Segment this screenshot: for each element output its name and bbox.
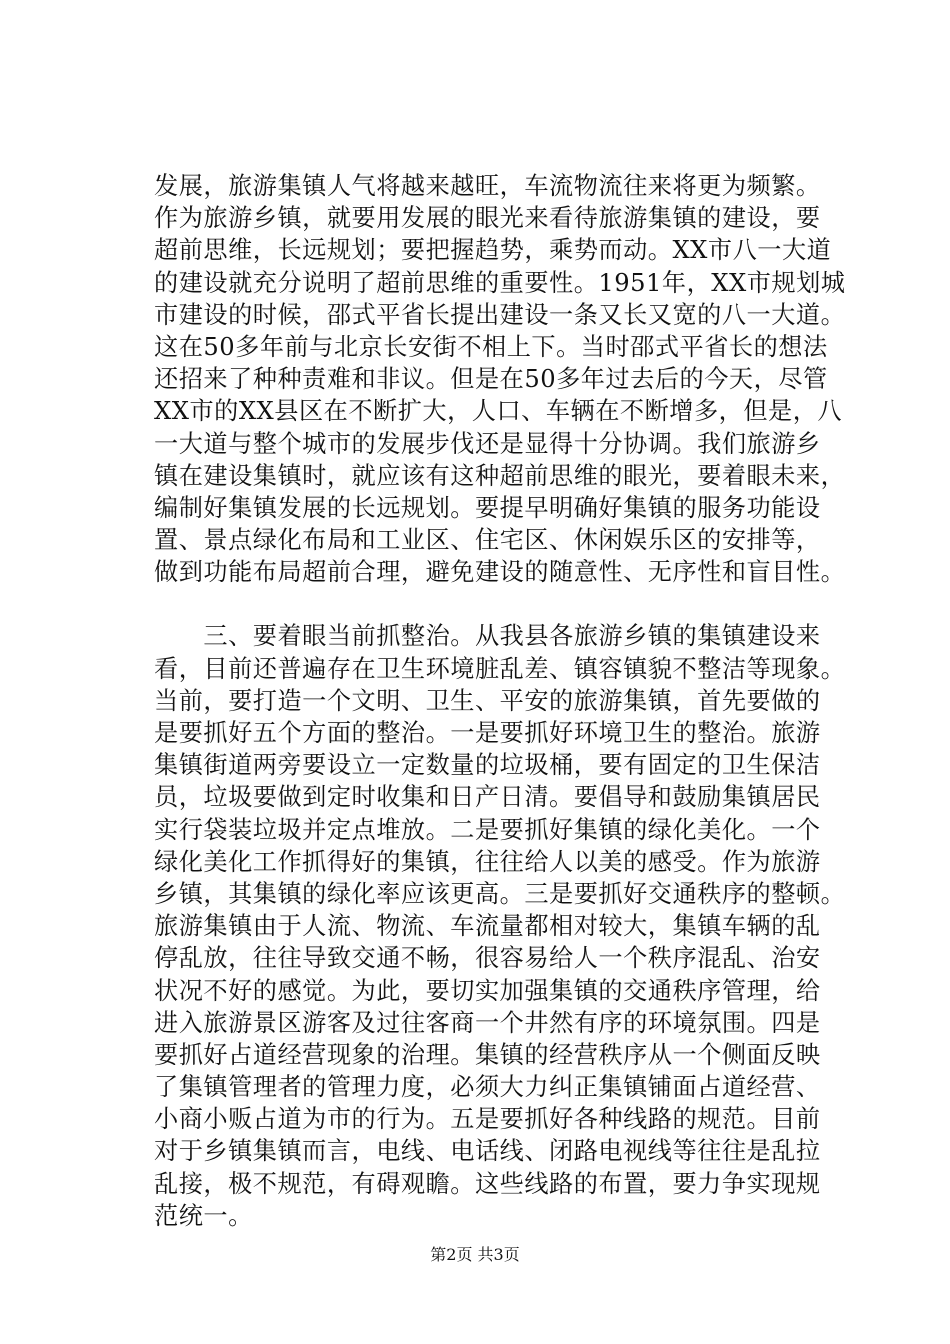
text-line: 镇在建设集镇时，就应该有这种超前思维的眼光，要着眼未来， xyxy=(154,461,846,490)
text-line: 这在50多年前与北京长安街不相上下。当时邵式平省长的想法 xyxy=(154,332,828,361)
text-line: 超前思维，长远规划；要把握趋势，乘势而动。XX市八一大道 xyxy=(154,236,832,265)
text-line: 状况不好的感觉。为此，要切实加强集镇的交通秩序管理，给 xyxy=(154,976,821,1005)
text-line: 范统一。 xyxy=(154,1201,253,1230)
text-line: 进入旅游景区游客及过往客商一个井然有序的环境氛围。四是 xyxy=(154,1008,821,1037)
text-line: 乡镇，其集镇的绿化率应该更高。三是要抓好交通秩序的整顿。 xyxy=(154,879,846,908)
text-line: 做到功能布局超前合理，避免建设的随意性、无序性和盲目性。 xyxy=(154,558,846,587)
text-line: 看，目前还普遍存在卫生环境脏乱差、镇容镇貌不整洁等现象。 xyxy=(154,654,846,683)
text-line: 当前，要打造一个文明、卫生、平安的旅游集镇，首先要做的 xyxy=(154,686,821,715)
text-line: 旅游集镇由于人流、物流、车流量都相对较大，集镇车辆的乱 xyxy=(154,912,821,941)
text-line: 实行袋装垃圾并定点堆放。二是要抓好集镇的绿化美化。一个 xyxy=(154,815,821,844)
text-line: 对于乡镇集镇而言，电线、电话线、闭路电视线等往往是乱拉 xyxy=(154,1137,821,1166)
text-line: 发展，旅游集镇人气将越来越旺，车流物流往来将更为频繁。 xyxy=(154,172,821,200)
paragraph-gap xyxy=(154,588,854,620)
text-line: 集镇街道两旁要设立一定数量的垃圾桶，要有固定的卫生保洁 xyxy=(154,751,821,780)
text-line: 还招来了种种责难和非议。但是在50多年过去后的今天，尽管 xyxy=(154,365,828,394)
text-line: 小商小贩占道为市的行为。五是要抓好各种线路的规范。目前 xyxy=(154,1105,821,1134)
text-line: 是要抓好五个方面的整治。一是要抓好环境卫生的整治。旅游 xyxy=(154,719,821,747)
text-line: 三、要着眼当前抓整治。从我县各旅游乡镇的集镇建设来 xyxy=(154,622,821,651)
text-line: 作为旅游乡镇，就要用发展的眼光来看待旅游集镇的建设，要 xyxy=(154,204,821,233)
text-line: 市建设的时候，邵式平省长提出建设一条又长又宽的八一大道。 xyxy=(154,300,846,329)
text-line: 了集镇管理者的管理力度，必须大力纠正集镇铺面占道经营、 xyxy=(154,1073,821,1102)
text-line: 置、景点绿化布局和工业区、住宅区、休闲娱乐区的安排等， xyxy=(154,526,821,555)
text-line: XX市的XX县区在不断扩大，人口、车辆在不断增多，但是，八 xyxy=(154,397,843,426)
text-line: 员，垃圾要做到定时收集和日产日清。要倡导和鼓励集镇居民 xyxy=(154,783,821,812)
text-line: 一大道与整个城市的发展步伐还是显得十分协调。我们旅游乡 xyxy=(154,429,821,458)
page-number-footer: 第2页 共3页 xyxy=(430,1245,520,1264)
text-line: 的建设就充分说明了超前思维的重要性。1951年，XX市规划城 xyxy=(154,268,846,297)
body-text xyxy=(154,170,854,1232)
text-line: 停乱放，往往导致交通不畅，很容易给人一个秩序混乱、治安 xyxy=(154,944,821,973)
text-line: 绿化美化工作抓得好的集镇，往往给人以美的感受。作为旅游 xyxy=(154,847,821,876)
text-line: 编制好集镇发展的长远规划。要提早明确好集镇的服务功能设 xyxy=(154,493,821,522)
text-line: 要抓好占道经营现象的治理。集镇的经营秩序从一个侧面反映 xyxy=(154,1040,821,1069)
text-line: 乱接，极不规范，有碍观瞻。这些线路的布置，要力争实现规 xyxy=(154,1169,821,1198)
